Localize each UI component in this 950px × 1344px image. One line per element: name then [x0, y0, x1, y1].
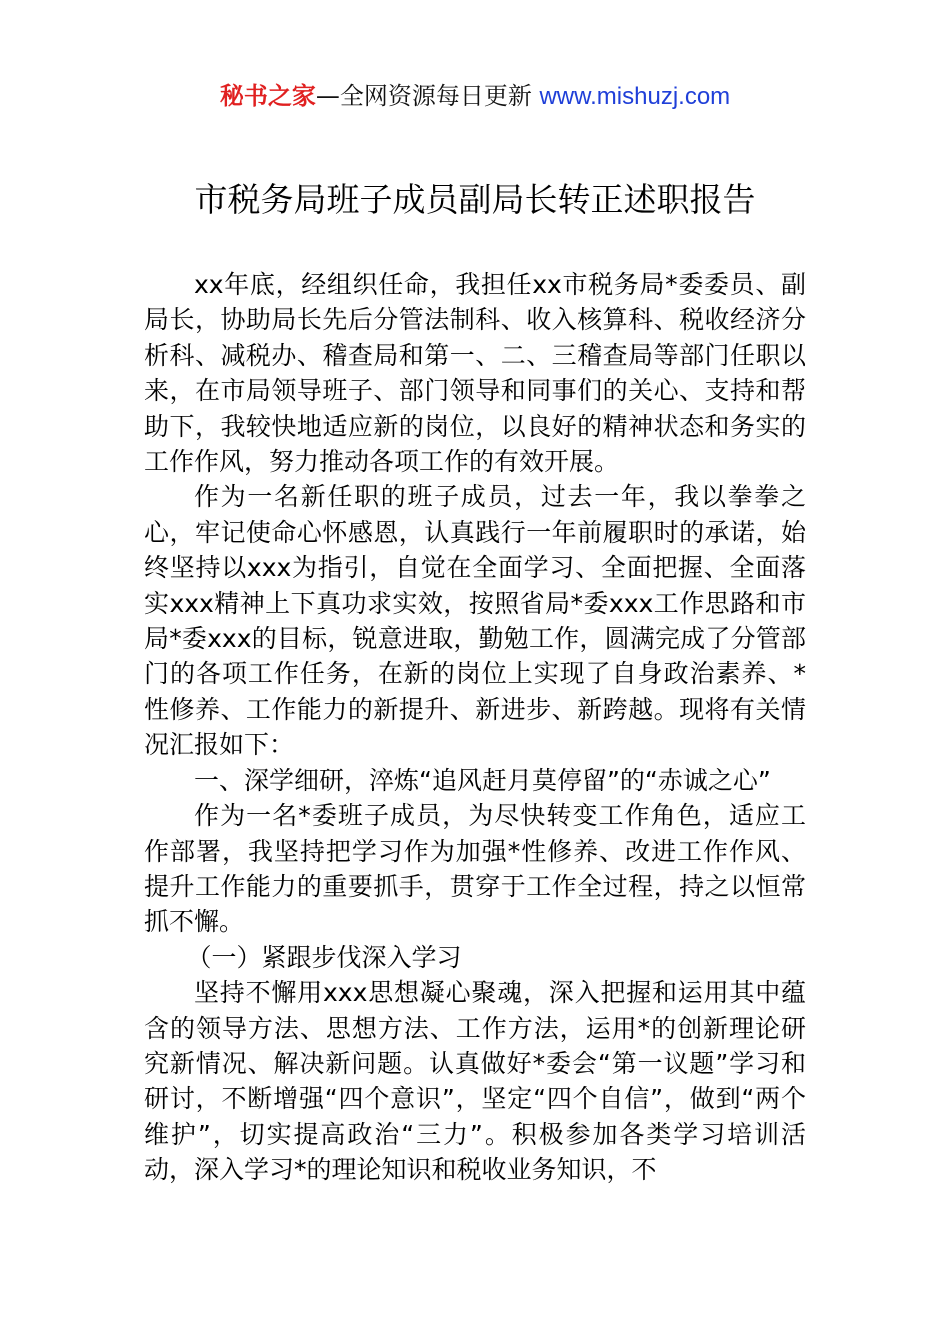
site-brand: 秘书之家	[219, 82, 316, 110]
paragraph-subsection-1: 坚持不懈用xxx思想凝心聚魂，深入把握和运用其中蕴含的领导方法、思想方法、工作方法，运用*的创新理论研究新情况、解决新问题。认真做好*委会“第一议题”学习和研讨，不断增强“四个意识”，坚定“四个自信”，做到“两个维护”，切实提高政治“三力”。积极参加各类学习培训活动，深入学习*的理论知识和税收业务知识，不	[144, 978, 806, 1185]
document-title: 市税务局班子成员副局长转正述职报告	[194, 180, 756, 219]
subsection-heading-1: （一）紧跟步伐深入学习	[186, 942, 462, 972]
section-heading-1: 一、深学细研，淬炼“追风赶月莫停留”的“赤诚之心”	[194, 765, 771, 795]
site-tagline: —全网资源每日更新	[315, 82, 532, 110]
paragraph-summary: 作为一名新任职的班子成员，过去一年，我以拳拳之心，牢记使命心怀感恩，认真践行一年前履职时的承诺，始终坚持以xxx为指引，自觉在全面学习、全面把握、全面落实xxx精神上下真功求实效，按照省局*委xxx工作思路和市局*委xxx的目标，锐意进取，勤勉工作，圆满完成了分管部门的各项工作任务，在新的岗位上实现了自身政治素养、*性修养、工作能力的新提升、新进步、新跨越。现将有关情况汇报如下：	[144, 482, 806, 760]
document-body	[144, 267, 806, 1188]
site-header	[0, 80, 950, 113]
paragraph-section-1: 作为一名*委班子成员，为尽快转变工作角色，适应工作部署，我坚持把学习作为加强*性修养、改进工作作风、提升工作能力的重要抓手，贯穿于工作全过程，持之以恒常抓不懈。	[144, 801, 806, 937]
paragraph-intro: xx年底，经组织任命，我担任xx市税务局*委委员、副局长，协助局长先后分管法制科、收入核算科、税收经济分析科、减税办、稽查局和第一、二、三稽查局等部门任职以来，在市局领导班子、部门领导和同事们的关心、支持和帮助下，我较快地适应新的岗位，以良好的精神状态和务实的工作作风，努力推动各项工作的有效开展。	[144, 270, 806, 477]
site-url-link[interactable]: www.mishuzj.com	[539, 83, 731, 110]
